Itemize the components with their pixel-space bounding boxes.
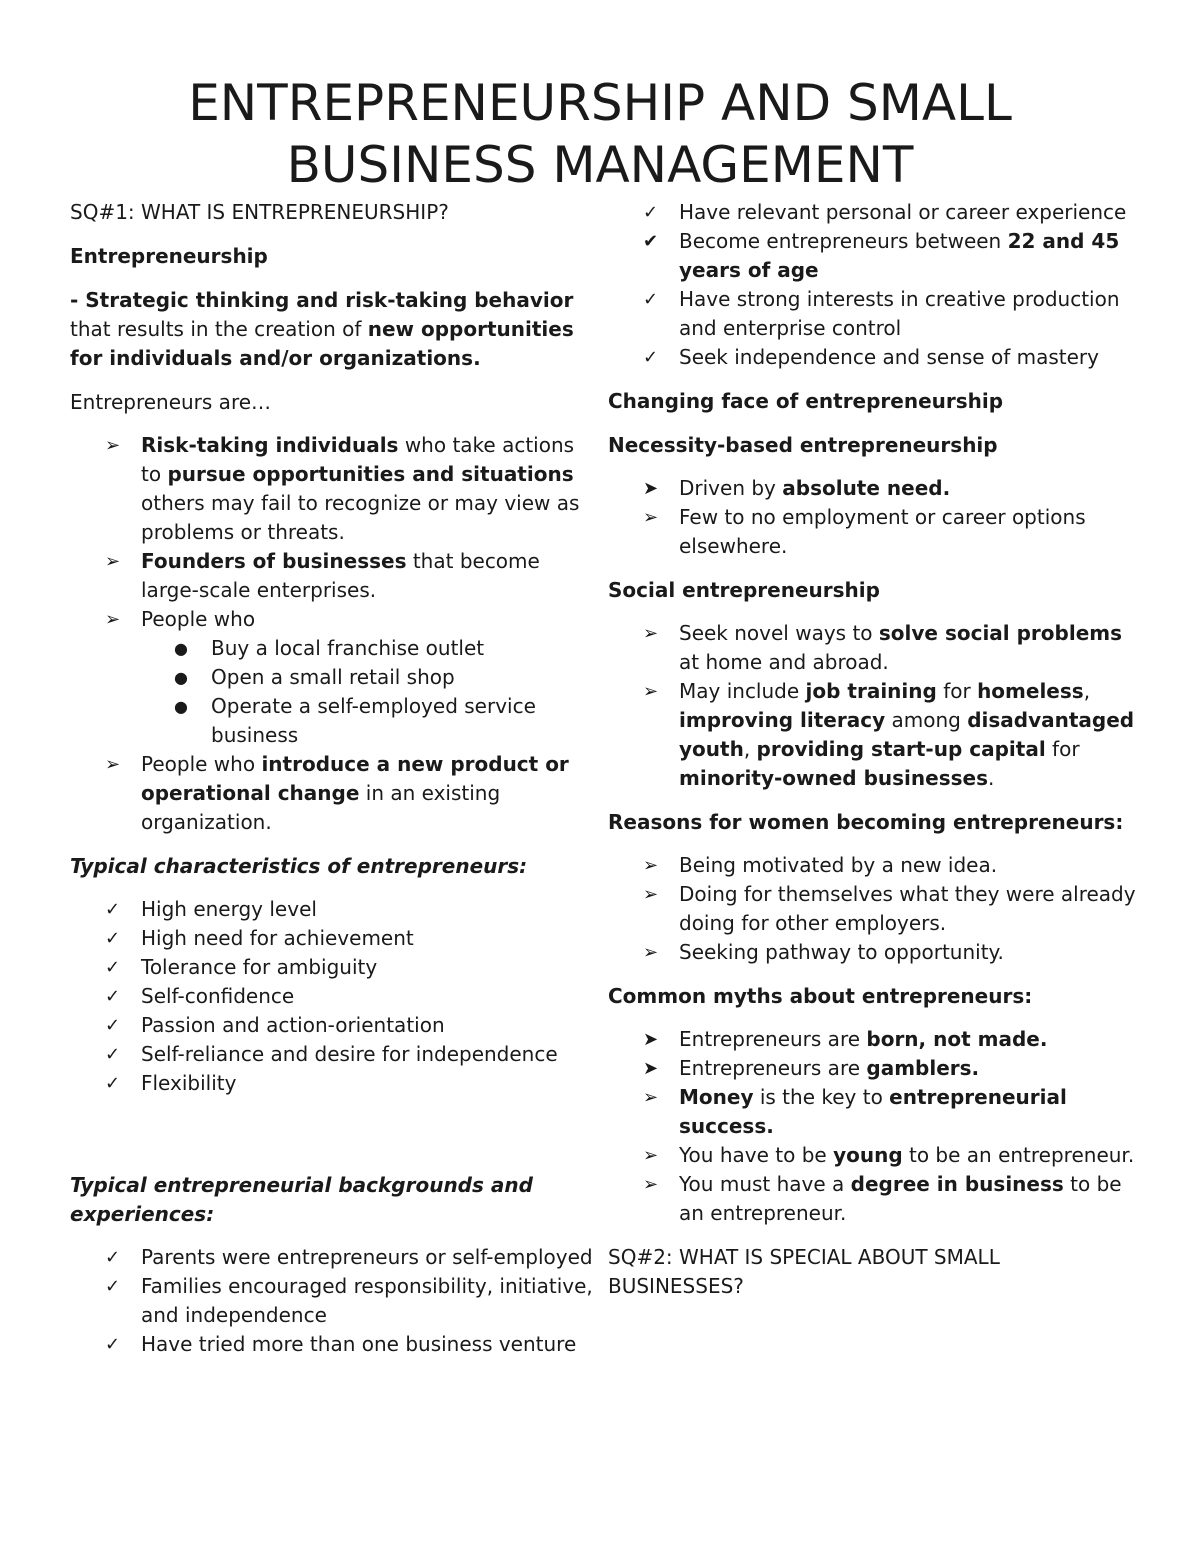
entrepreneurs-are-label: Entrepreneurs are… <box>70 390 272 414</box>
arrow-bullet-icon: ➢ <box>105 435 121 456</box>
definition-bold-2: new opportunities for individuals and/or organizations. <box>70 317 574 370</box>
list-item <box>70 1272 600 1330</box>
item-text: Seek independence and sense of mastery <box>679 345 1099 369</box>
check-icon: ✓ <box>643 289 659 310</box>
item-text: in an existing organization. <box>141 781 501 834</box>
check-icon: ✓ <box>105 957 121 978</box>
item-text: at home and abroad. <box>679 650 889 674</box>
item-bold: entrepreneurial success. <box>679 1085 1067 1138</box>
social-heading: Social entrepreneurship <box>608 578 880 602</box>
item-bold: introduce a new product or operational change <box>141 752 569 805</box>
sub-list-item <box>70 663 600 692</box>
item-text: Become entrepreneurs between <box>679 229 1008 253</box>
item-text: People who <box>141 607 256 631</box>
item-text: , <box>743 737 757 761</box>
item-text: Parents were entrepreneurs or self-employed <box>141 1245 593 1269</box>
list-item <box>70 953 600 982</box>
list-item <box>70 895 600 924</box>
backgrounds-heading: Typical entrepreneurial backgrounds and experiences: <box>70 1173 533 1226</box>
item-text: Entrepreneurs are <box>679 1027 867 1051</box>
dot-bullet-icon: ● <box>174 668 188 687</box>
arrow-bullet-icon: ➢ <box>643 942 659 963</box>
heavy-check-icon: ✔ <box>643 231 659 252</box>
item-bold: minority-owned businesses <box>679 766 988 790</box>
item-bold: degree in business <box>850 1172 1064 1196</box>
heading-entrepreneurship: Entrepreneurship <box>70 244 268 268</box>
item-text: that become large-scale enterprises. <box>141 549 540 602</box>
item-text: Operate a self-employed service business <box>211 694 536 747</box>
list-item <box>608 474 1138 503</box>
item-text: Driven by <box>679 476 783 500</box>
women-list <box>608 851 1138 967</box>
check-icon: ✓ <box>105 1073 121 1094</box>
item-text: Seeking pathway to opportunity. <box>679 940 1004 964</box>
definition-bold-1: - Strategic thinking and risk-taking behavior <box>70 288 574 312</box>
study-question-2: SQ#2: WHAT IS SPECIAL ABOUT SMALL BUSINESSES? <box>608 1245 1000 1298</box>
definition-text: that results in the creation of <box>70 317 368 341</box>
arrow-bullet-icon: ➢ <box>643 855 659 876</box>
item-text: who take actions to <box>141 433 575 486</box>
item-text: Few to no employment or career options elsewhere. <box>679 505 1086 558</box>
arrow-bullet-icon: ➢ <box>643 623 659 644</box>
item-bold: solve social problems <box>878 621 1123 645</box>
item-text: Flexibility <box>141 1071 237 1095</box>
item-text: Buy a local franchise outlet <box>211 636 485 660</box>
list-item <box>608 227 1138 285</box>
item-text: Families encouraged responsibility, initiative, and independence <box>141 1274 593 1327</box>
list-item <box>608 677 1138 793</box>
check-icon: ✓ <box>105 928 121 949</box>
document-title <box>0 72 1200 196</box>
arrow-bullet-icon: ➢ <box>105 551 121 572</box>
item-text: Seek novel ways to <box>679 621 879 645</box>
list-item <box>608 619 1138 677</box>
list-item <box>608 851 1138 880</box>
list-item <box>70 1069 600 1098</box>
item-text: Being motivated by a new idea. <box>679 853 998 877</box>
item-bold: absolute need. <box>782 476 951 500</box>
myths-list <box>608 1025 1138 1228</box>
women-heading: Reasons for women becoming entrepreneurs: <box>608 810 1124 834</box>
list-item <box>608 938 1138 967</box>
characteristics-list <box>70 895 600 1098</box>
item-bold: 22 and 45 years of age <box>679 229 1120 282</box>
list-item <box>70 547 600 605</box>
item-text: among <box>885 708 968 732</box>
item-text: for <box>1045 737 1080 761</box>
check-icon: ✓ <box>643 347 659 368</box>
list-item <box>608 503 1138 561</box>
item-bold: Founders of businesses <box>141 549 407 573</box>
sub-list-item <box>70 692 600 750</box>
item-bold: providing start-up capital <box>756 737 1046 761</box>
list-item <box>608 285 1138 343</box>
list-item <box>608 1083 1138 1141</box>
check-icon: ✓ <box>643 202 659 223</box>
item-text: High energy level <box>141 897 317 921</box>
spacer <box>70 1098 600 1156</box>
arrow-bullet-icon: ➢ <box>105 754 121 775</box>
list-item <box>608 880 1138 938</box>
list-item <box>70 750 600 837</box>
item-bold: born, not made. <box>866 1027 1048 1051</box>
arrow-bullet-icon: ➢ <box>643 1174 659 1195</box>
item-text: Open a small retail shop <box>211 665 455 689</box>
list-item <box>608 198 1138 227</box>
social-list <box>608 619 1138 793</box>
check-icon: ✓ <box>105 1276 121 1297</box>
arrow-bullet-icon: ➢ <box>643 681 659 702</box>
list-item <box>70 982 600 1011</box>
item-bold: gamblers. <box>866 1056 980 1080</box>
list-item <box>70 1011 600 1040</box>
check-icon: ✓ <box>105 1247 121 1268</box>
left-column <box>70 198 600 1359</box>
item-text: Have strong interests in creative production and enterprise control <box>679 287 1120 340</box>
dot-bullet-icon: ● <box>174 639 188 658</box>
check-icon: ✓ <box>105 1015 121 1036</box>
title-line-1: ENTREPRENEURSHIP AND SMALL <box>188 74 1012 132</box>
item-bold: young <box>833 1143 903 1167</box>
list-item <box>70 1040 600 1069</box>
arrow-bullet-icon: ➢ <box>643 884 659 905</box>
check-icon: ✓ <box>105 899 121 920</box>
list-item <box>608 343 1138 372</box>
item-text: Tolerance for ambiguity <box>141 955 378 979</box>
list-item <box>70 1330 600 1359</box>
item-bold: disadvantaged youth <box>679 708 1135 761</box>
heavy-arrow-bullet-icon: ➤ <box>643 478 659 499</box>
item-text: Have tried more than one business venture <box>141 1332 577 1356</box>
item-text: You have to be <box>679 1143 834 1167</box>
item-bold: Money <box>679 1085 754 1109</box>
item-text: , <box>1083 679 1091 703</box>
list-item <box>70 431 600 547</box>
item-bold: improving literacy <box>679 708 886 732</box>
necessity-heading: Necessity-based entrepreneurship <box>608 433 998 457</box>
list-item <box>608 1170 1138 1228</box>
list-item <box>70 924 600 953</box>
item-text: others may fail to recognize or may view as problems or threats. <box>141 491 580 544</box>
heavy-arrow-bullet-icon: ➤ <box>643 1058 659 1079</box>
item-bold: pursue opportunities and situations <box>167 462 574 486</box>
item-bold: Risk-taking individuals <box>141 433 399 457</box>
check-icon: ✓ <box>105 1044 121 1065</box>
item-text: People who <box>141 752 262 776</box>
entrepreneurs-are-list <box>70 431 600 837</box>
item-text: Self-reliance and desire for independence <box>141 1042 558 1066</box>
arrow-bullet-icon: ➢ <box>105 609 121 630</box>
item-bold: job training <box>805 679 937 703</box>
item-text: May include <box>679 679 806 703</box>
necessity-list <box>608 474 1138 561</box>
backgrounds-list <box>70 1243 600 1359</box>
arrow-bullet-icon: ➢ <box>643 1145 659 1166</box>
list-item <box>70 1243 600 1272</box>
title-line-2: BUSINESS MANAGEMENT <box>286 136 914 194</box>
item-text: Passion and action-orientation <box>141 1013 445 1037</box>
item-text: Entrepreneurs are <box>679 1056 867 1080</box>
item-text: You must have a <box>679 1172 851 1196</box>
item-text: Doing for themselves what they were already doing for other employers. <box>679 882 1136 935</box>
item-text: to be an entrepreneur. <box>679 1172 1122 1225</box>
study-question-1: SQ#1: WHAT IS ENTREPRENEURSHIP? <box>70 200 449 224</box>
list-item <box>70 605 600 634</box>
myths-heading: Common myths about entrepreneurs: <box>608 984 1033 1008</box>
item-text: Have relevant personal or career experience <box>679 200 1127 224</box>
backgrounds-continued-list <box>608 198 1138 372</box>
list-item <box>608 1025 1138 1054</box>
definition-paragraph <box>70 286 600 373</box>
dot-bullet-icon: ● <box>174 697 188 716</box>
item-text: to be an entrepreneur. <box>902 1143 1135 1167</box>
item-text: . <box>987 766 995 790</box>
heavy-arrow-bullet-icon: ➤ <box>643 1029 659 1050</box>
item-bold: homeless <box>977 679 1084 703</box>
check-icon: ✓ <box>105 986 121 1007</box>
item-text: is the key to <box>753 1085 890 1109</box>
list-item <box>608 1054 1138 1083</box>
item-text: for <box>936 679 978 703</box>
item-text: High need for achievement <box>141 926 414 950</box>
check-icon: ✓ <box>105 1334 121 1355</box>
arrow-bullet-icon: ➢ <box>643 507 659 528</box>
changing-face-heading: Changing face of entrepreneurship <box>608 389 1004 413</box>
right-column <box>608 198 1138 1301</box>
sub-list-item <box>70 634 600 663</box>
list-item <box>608 1141 1138 1170</box>
characteristics-heading: Typical characteristics of entrepreneurs: <box>70 854 528 878</box>
arrow-bullet-icon: ➢ <box>643 1087 659 1108</box>
item-text: Self-confidence <box>141 984 295 1008</box>
